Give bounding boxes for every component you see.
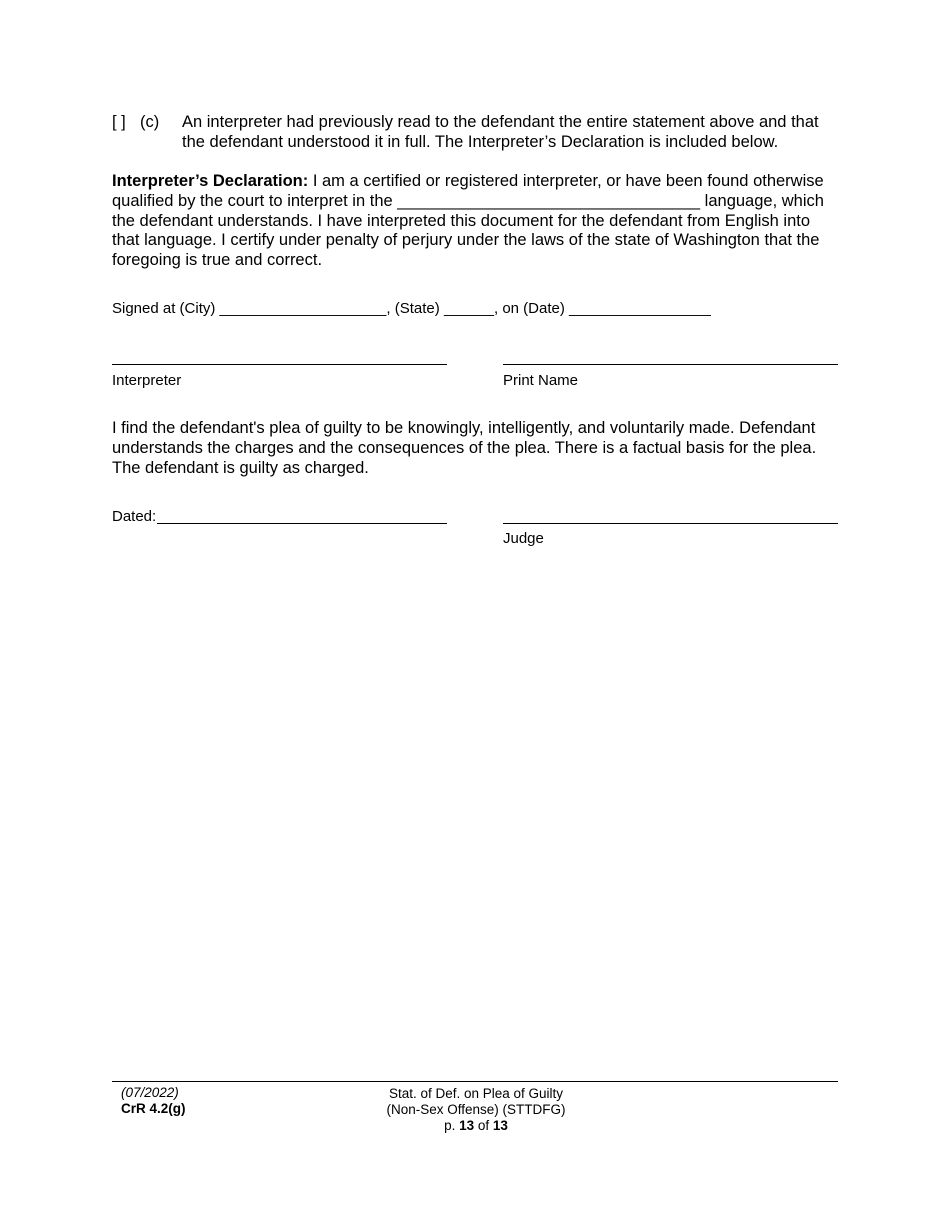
page-number [326,1118,626,1134]
interpreter-declaration [112,172,840,271]
city-blank[interactable]: ____________________ [219,300,387,317]
interpreter-signature-line[interactable] [112,364,447,365]
form-title-line-2: (Non-Sex Offense) (STTDFG) [386,1102,566,1117]
declaration-line2-after: language, which [700,191,824,210]
declaration-heading: Interpreter’s Declaration: [112,172,309,190]
signed-at-line [112,300,711,318]
judge-signature-line[interactable] [503,523,838,524]
footer-divider [112,1081,838,1082]
judge-label: Judge [503,530,544,547]
declaration-line2-before: qualified by the court to interpret in the [112,191,398,210]
print-name-label: Print Name [503,372,579,389]
state-label: , (State) [386,300,444,317]
city-label: Signed at (City) [112,300,220,317]
page-of: of [474,1118,493,1133]
page-prefix: p. [444,1118,460,1133]
declaration-line-1 [112,172,840,192]
declaration-line1-text: I am a certified or registered interpreter, or have been found otherwise [308,172,824,190]
declaration-rest: the defendant understands. I have interpreted this document for the defendant from English into that language. I certify under penalty of perjury under the laws of the state of Washington that the foregoing is true and correct. [112,211,820,270]
checkbox-c[interactable]: [ ] [112,113,126,131]
court-finding: I find the defendant's plea of guilty to be knowingly, intelligently, and voluntarily made. Defendant understands the charges and the consequences of the plea. There is a factual basis for the plea. The defendant is guilty as charged. [112,419,817,477]
footer-left [121,1085,186,1117]
declaration-line-2 [112,192,840,212]
date-blank[interactable]: _________________ [569,300,711,317]
print-name-line[interactable] [503,364,838,365]
dated-label: Dated: [112,508,157,525]
form-date-code: (07/2022) [121,1085,179,1100]
item-c-label: (c) [140,113,160,131]
language-blank[interactable]: _________________________________ [397,191,701,210]
state-blank[interactable]: ______ [443,300,494,317]
form-title-line-1: Stat. of Def. on Plea of Guilty [388,1086,564,1101]
dated-line[interactable] [157,523,447,524]
court-rule-code: CrR 4.2(g) [121,1101,186,1116]
page-total: 13 [492,1118,508,1133]
page-current: 13 [459,1118,475,1133]
date-label: , on (Date) [494,300,570,317]
item-c-text: An interpreter had previously read to the defendant the entire statement above and that the defendant understood it in full. The Interpreter’s Declaration is included below. [182,113,819,151]
footer-center [326,1086,626,1134]
interpreter-label: Interpreter [112,372,182,389]
